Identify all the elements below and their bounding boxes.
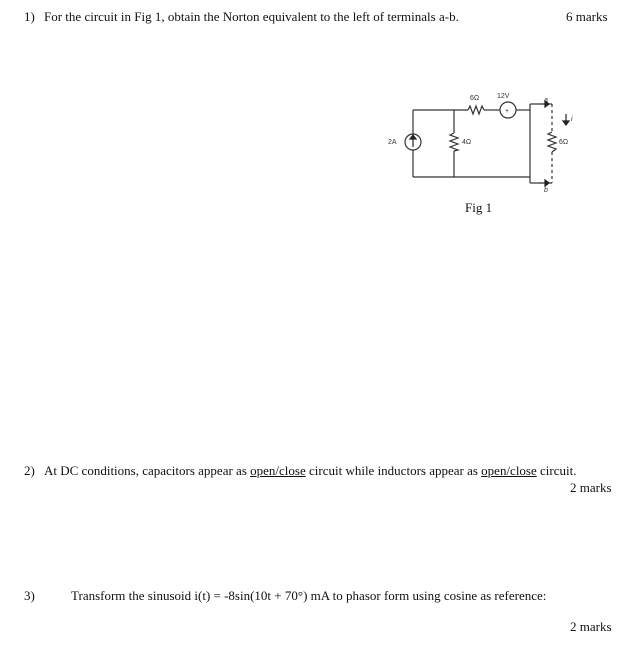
question-3-text: Transform the sinusoid i(t) = -8sin(10t + 70°) mA to phasor form using cosine as reference: xyxy=(71,588,547,603)
question-1-text: For the circuit in Fig 1, obtain the Norton equivalent to the left of terminals a-b. xyxy=(44,9,459,24)
circuit-diagram xyxy=(380,85,580,200)
figure-caption: Fig 1 xyxy=(465,200,493,215)
question-1-number: 1) xyxy=(24,9,35,24)
label-current-i: i xyxy=(571,116,573,123)
question-3-marks: 2 marks xyxy=(570,619,612,634)
q2-part3: circuit. xyxy=(536,463,577,478)
question-2-text xyxy=(44,463,576,479)
question-1-marks: 6 marks xyxy=(566,9,608,24)
question-3-number: 3) xyxy=(24,588,35,603)
label-12v: 12V xyxy=(497,93,510,100)
q2-choice-inductor: open/close xyxy=(481,463,537,478)
q2-choice-capacitor: open/close xyxy=(250,463,306,478)
label-4ohm: 4Ω xyxy=(462,139,472,146)
q2-part2: circuit while inductors appear as xyxy=(305,463,482,478)
label-plus: + xyxy=(505,108,510,115)
label-2a: 2A xyxy=(388,139,397,146)
label-terminal-a: a xyxy=(544,97,548,104)
label-terminal-b: b xyxy=(544,187,548,194)
question-2-number: 2) xyxy=(24,463,35,478)
label-6ohm-series: 6Ω xyxy=(470,95,480,102)
question-2-marks: 2 marks xyxy=(570,480,612,495)
q2-part1: At DC conditions, capacitors appear as xyxy=(44,463,251,478)
label-6ohm-load: 6Ω xyxy=(559,139,569,146)
